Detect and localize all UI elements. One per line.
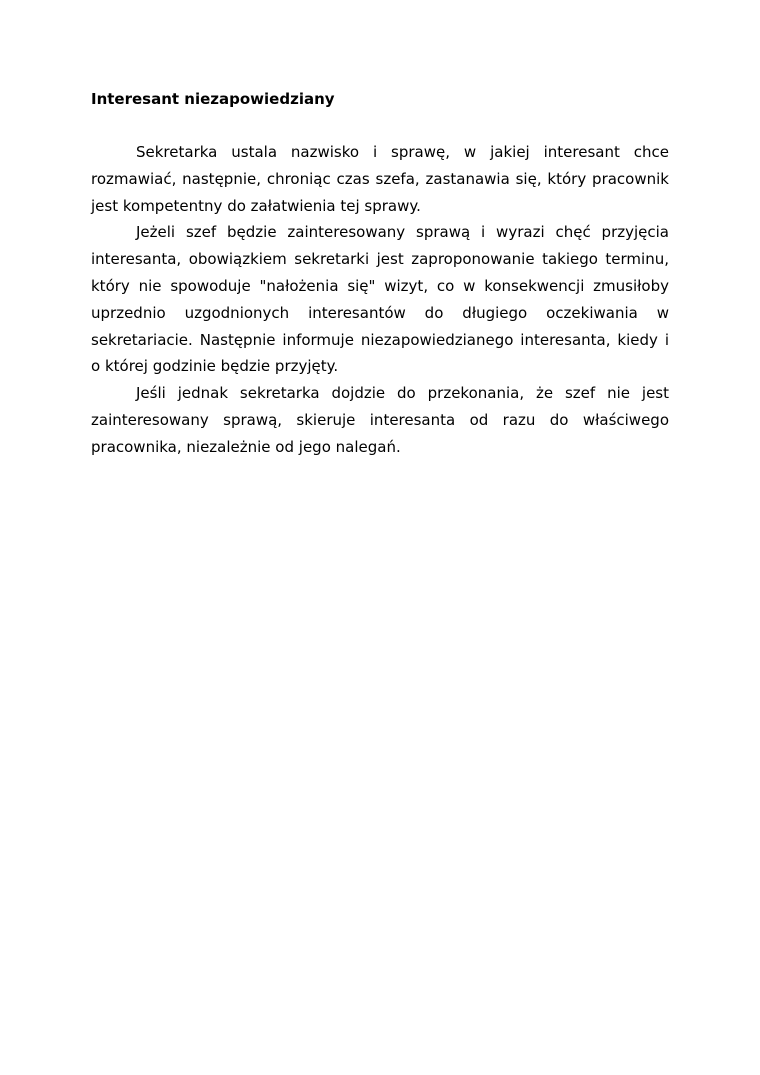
- document-title: Interesant niezapowiedziany: [91, 90, 335, 108]
- paragraph-3: Jeśli jednak sekretarka dojdzie do przekonania, że szef nie jest zainteresowany sprawą, skieruje interesanta od razu do właściwego pracownika, niezależnie od jego nalegań.: [91, 384, 669, 456]
- document-body: [91, 86, 669, 461]
- paragraph-1: Sekretarka ustala nazwisko i sprawę, w jakiej interesant chce rozmawiać, następnie, chroniąc czas szefa, zastanawia się, który pracownik jest kompetentny do załatwienia tej sprawy.: [91, 143, 669, 215]
- paragraph-2: Jeżeli szef będzie zainteresowany sprawą i wyrazi chęć przyjęcia interesanta, obowiązkiem sekretarki jest zaproponowanie takiego terminu, który nie spowoduje "nałożenia się" wizyt, co w konsekwencji zmusiłoby uprzednio uzgodnionych interesantów do długiego oczekiwania w sekretariacie. Następnie informuje niezapowiedzianego interesanta, kiedy i o której godzinie będzie przyjęty.: [91, 223, 669, 376]
